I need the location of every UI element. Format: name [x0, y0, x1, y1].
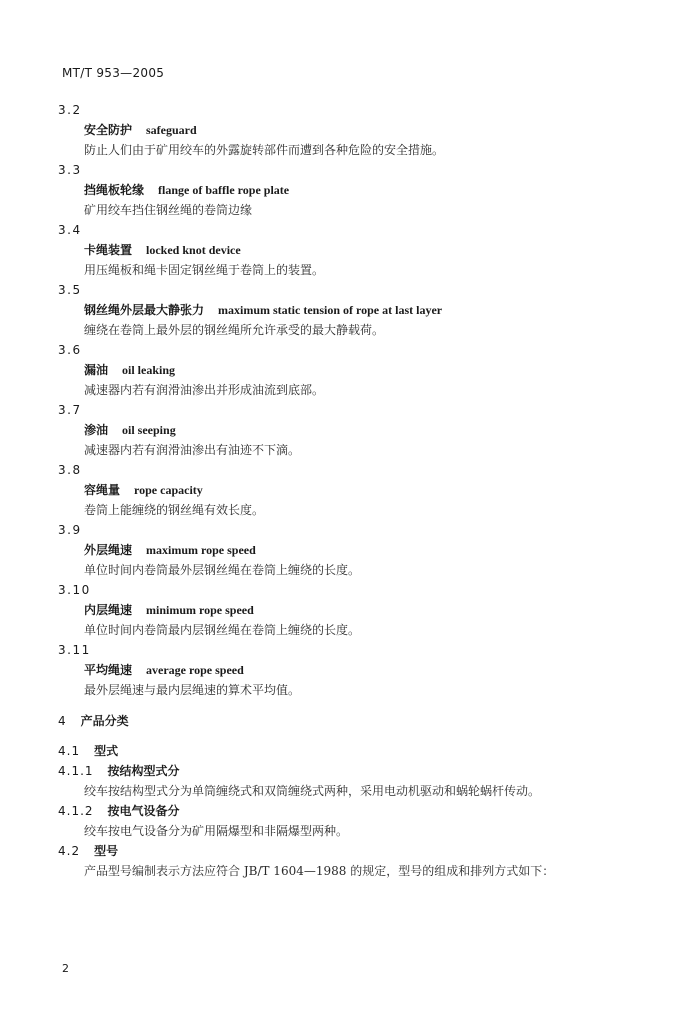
- subsection-title: 按结构型式分: [107, 764, 180, 778]
- term-definition: 单位时间内卷筒最外层钢丝绳在卷筒上缠绕的长度。: [84, 563, 361, 577]
- subsection-title: 型式: [94, 744, 119, 758]
- subsection-title: 按电气设备分: [107, 804, 180, 818]
- subsection-number: 4.1.2: [58, 804, 94, 818]
- term-number: 3.8: [58, 463, 82, 477]
- subsection-number: 4.2: [58, 844, 81, 858]
- term-definition: 防止人们由于矿用绞车的外露旋转部件而遭到各种危险的安全措施。: [84, 143, 445, 157]
- term-number: 3.3: [58, 163, 82, 177]
- term-english: oil leaking: [122, 363, 176, 377]
- term-title: [84, 663, 244, 677]
- standard-code-header: MT/T 953—2005: [62, 66, 165, 80]
- term-number: 3.5: [58, 283, 82, 297]
- term-chinese: 渗油: [84, 423, 109, 437]
- subsection-heading: [58, 764, 180, 778]
- term-number: 3.4: [58, 223, 82, 237]
- term-chinese: 内层绳速: [84, 603, 133, 617]
- term-english: minimum rope speed: [146, 603, 254, 617]
- subsection-number: 4.1: [58, 744, 81, 758]
- term-title: [84, 543, 256, 557]
- term-english: average rope speed: [146, 663, 244, 677]
- term-definition: 矿用绞车挡住钢丝绳的卷筒边缘: [84, 203, 253, 217]
- term-title: [84, 603, 254, 617]
- paragraph: 绞车按电气设备分为矿用隔爆型和非隔爆型两种。: [84, 824, 349, 838]
- term-definition: 缠绕在卷筒上最外层的钢丝绳所允许承受的最大静载荷。: [84, 323, 385, 337]
- term-title: [84, 303, 442, 317]
- term-definition: 单位时间内卷筒最内层钢丝绳在卷筒上缠绕的长度。: [84, 623, 361, 637]
- term-number: 3.10: [58, 583, 91, 597]
- term-chinese: 挡绳板轮缘: [84, 183, 145, 197]
- term-chinese: 安全防护: [84, 123, 133, 137]
- term-definition: 最外层绳速与最内层绳速的算术平均值。: [84, 683, 301, 697]
- term-title: [84, 423, 176, 437]
- term-english: flange of baffle rope plate: [158, 183, 290, 197]
- term-definition: 用压绳板和绳卡固定钢丝绳于卷筒上的装置。: [84, 263, 325, 277]
- section-title: 产品分类: [80, 714, 129, 728]
- section-heading: [58, 714, 129, 728]
- term-title: [84, 123, 197, 137]
- term-title: [84, 243, 241, 257]
- term-number: 3.2: [58, 103, 82, 117]
- term-english: maximum rope speed: [146, 543, 256, 557]
- paragraph: 绞车按结构型式分为单筒缠绕式和双筒缠绕式两种，采用电动机驱动和蜗轮蜗杆传动。: [84, 784, 541, 798]
- term-number: 3.7: [58, 403, 82, 417]
- subsection-number: 4.1.1: [58, 764, 94, 778]
- term-title: [84, 183, 289, 197]
- term-definition: 减速器内若有润滑油渗出有油迹不下滴。: [84, 443, 301, 457]
- term-title: [84, 483, 203, 497]
- term-chinese: 钢丝绳外层最大静张力: [84, 303, 205, 317]
- term-english: locked knot device: [146, 243, 241, 257]
- term-definition: 减速器内若有润滑油渗出并形成油流到底部。: [84, 383, 325, 397]
- term-number: 3.11: [58, 643, 91, 657]
- subsection-heading: [58, 744, 118, 758]
- term-number: 3.6: [58, 343, 82, 357]
- term-chinese: 平均绳速: [84, 663, 133, 677]
- term-chinese: 容绳量: [84, 483, 121, 497]
- subsection-title: 型号: [94, 844, 119, 858]
- paragraph: 产品型号编制表示方法应符合 JB/T 1604—1988 的规定，型号的组成和排列方式如下：: [84, 864, 555, 878]
- term-english: safeguard: [146, 123, 197, 137]
- term-english: rope capacity: [134, 483, 203, 497]
- term-chinese: 卡绳装置: [84, 243, 133, 257]
- term-number: 3.9: [58, 523, 82, 537]
- term-chinese: 漏油: [84, 363, 109, 377]
- term-definition: 卷筒上能缠绕的钢丝绳有效长度。: [84, 503, 265, 517]
- page-number: 2: [62, 962, 69, 975]
- section-number: 4: [58, 714, 67, 728]
- term-chinese: 外层绳速: [84, 543, 133, 557]
- subsection-heading: [58, 844, 118, 858]
- term-english: maximum static tension of rope at last layer: [218, 303, 443, 317]
- subsection-heading: [58, 804, 180, 818]
- term-title: [84, 363, 175, 377]
- term-english: oil seeping: [122, 423, 176, 437]
